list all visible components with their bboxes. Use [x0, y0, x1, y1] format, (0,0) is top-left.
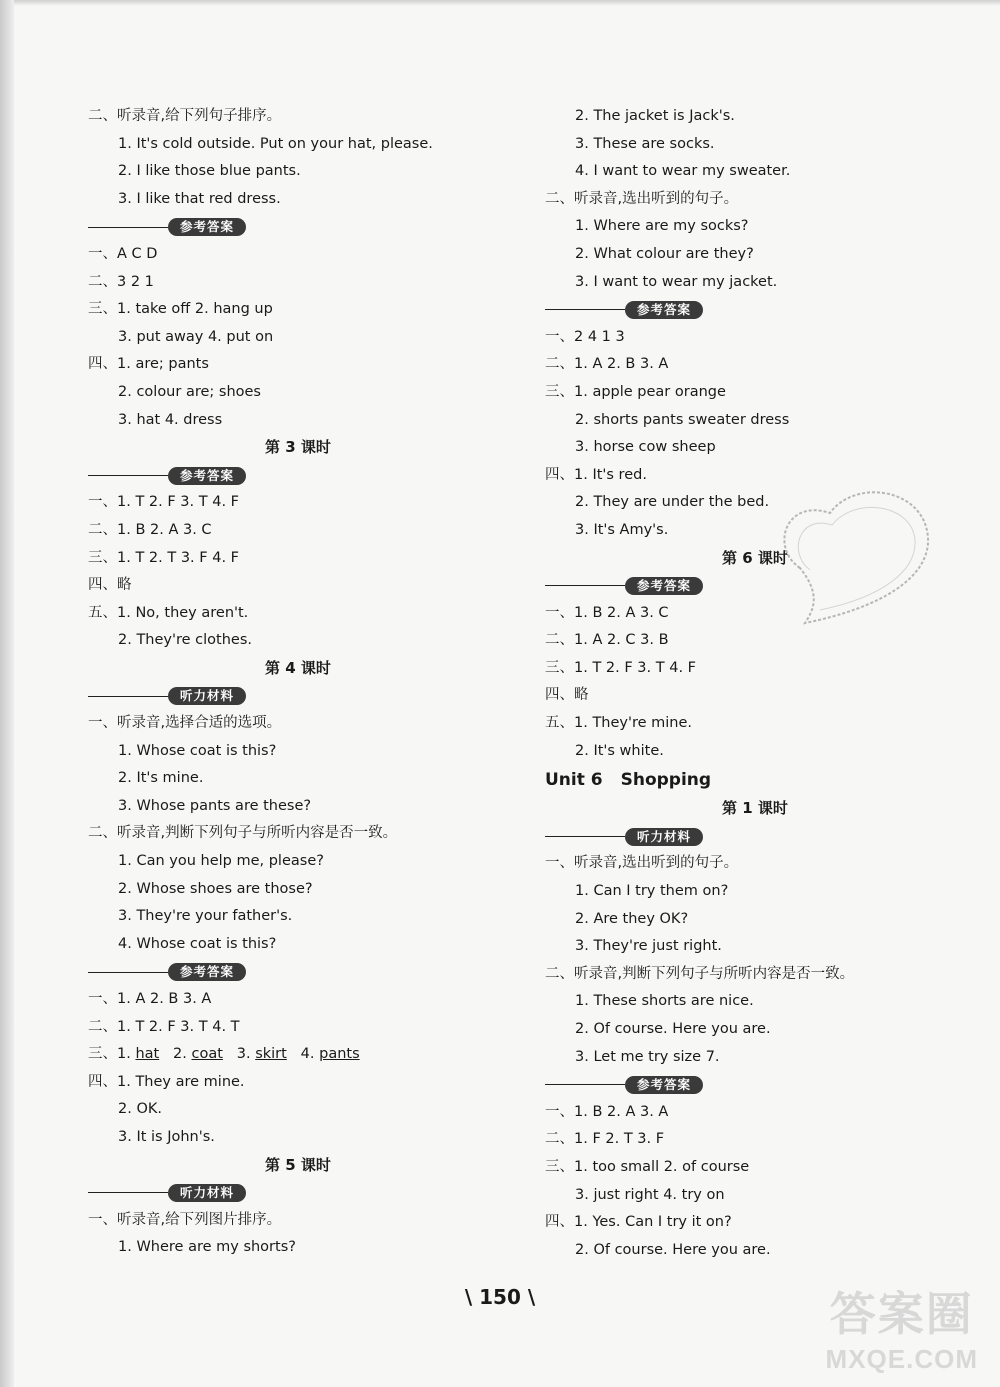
answer-badge: 参考答案: [625, 1076, 703, 1094]
answer-line: 2. They're clothes.: [118, 632, 252, 649]
answer-number: 4.: [300, 1046, 315, 1063]
answer-line: 三、1. T 2. T 3. F 4. F: [88, 549, 239, 566]
answer-line: 一、2 4 1 3: [545, 328, 625, 345]
divider-line: [545, 585, 625, 586]
sentence: 2. It's mine.: [118, 770, 204, 787]
scan-top-edge: [0, 0, 1000, 6]
sentence: 3. These are socks.: [575, 135, 715, 152]
sentence: 3. I want to wear my jacket.: [575, 273, 778, 290]
right-column: [545, 103, 965, 1264]
underlined-word: hat: [135, 1046, 160, 1063]
answer-line: 一、1. B 2. A 3. A: [545, 1103, 669, 1120]
answer-badge: 参考答案: [168, 467, 246, 485]
answer-line: 2. It's white.: [575, 742, 664, 759]
answer-divider: [545, 1071, 965, 1099]
underlined-word: coat: [191, 1046, 223, 1063]
answer-line: 2. They are under the bed.: [575, 494, 770, 511]
answer-line: 二、1. B 2. A 3. C: [88, 521, 212, 538]
answer-line: 四、1. are; pants: [88, 356, 209, 373]
answer-line: 3. It's Amy's.: [575, 521, 669, 538]
sentence: 3. I like that red dress.: [118, 190, 281, 207]
sentence: 1. Where are my shorts?: [118, 1239, 296, 1256]
answer-line: 一、1. B 2. A 3. C: [545, 604, 669, 621]
section-title: 二、听录音,选出听到的句子。: [545, 190, 739, 207]
sentence: 4. I want to wear my sweater.: [575, 163, 791, 180]
left-column: [88, 103, 508, 1262]
answer-line: 二、1. A 2. B 3. A: [545, 356, 669, 373]
lesson-heading: 第 3 课时: [265, 438, 331, 457]
answer-line: 四、略: [88, 577, 132, 594]
divider-line: [88, 1192, 168, 1193]
answer-line: 一、1. A 2. B 3. A: [88, 991, 212, 1007]
section-title: 二、听录音,判断下列句子与所听内容是否一致。: [545, 965, 855, 982]
sentence: 1. Where are my socks?: [575, 218, 749, 235]
answer-line: 2. OK.: [118, 1101, 162, 1118]
answer-divider: [88, 958, 508, 986]
answer-line: 三、1. T 2. F 3. T 4. F: [545, 659, 696, 676]
unit-title: [545, 765, 965, 795]
section-title: 一、听录音,选出听到的句子。: [545, 855, 739, 872]
sentence: 2. Of course. Here you are.: [575, 1021, 771, 1037]
answer-line: 一、A C D: [88, 245, 158, 262]
lesson-heading: 第 5 课时: [265, 1155, 331, 1174]
answer-badge: 参考答案: [168, 963, 246, 981]
sentence: 1. These shorts are nice.: [575, 993, 754, 1010]
section-title: 二、听录音,给下列句子排序。: [88, 108, 282, 124]
listening-divider: [88, 682, 508, 710]
section-title: 二、听录音,判断下列句子与所听内容是否一致。: [88, 825, 398, 842]
answer-prefix: 三、1.: [88, 1046, 131, 1063]
sentence: 1. Can I try them on?: [575, 883, 729, 900]
answer-line: 3. hat 4. dress: [118, 411, 223, 428]
watermark: [826, 1278, 978, 1375]
answer-line: 2. colour are; shoes: [118, 383, 261, 400]
answer-line: 三、1. apple pear orange: [545, 383, 726, 400]
divider-line: [545, 836, 625, 837]
sentence: 1. Can you help me, please?: [118, 853, 324, 870]
watermark-site: MXQE.COM: [825, 1344, 978, 1374]
divider-line: [545, 309, 625, 310]
unit-label: Unit 6: [545, 770, 603, 791]
divider-line: [88, 972, 168, 973]
answer-line: 四、1. It's red.: [545, 466, 647, 483]
divider-line: [88, 475, 168, 476]
sentence: 3. Let me try size 7.: [575, 1048, 720, 1065]
sentence: 2. Whose shoes are those?: [118, 880, 313, 897]
listening-badge: 听力材料: [625, 828, 703, 846]
section-title: 一、听录音,给下列图片排序。: [88, 1211, 282, 1228]
answer-line: 二、3 2 1: [88, 273, 154, 290]
answer-line: 一、1. T 2. F 3. T 4. F: [88, 494, 239, 511]
answer-line: 四、略: [545, 687, 589, 704]
sentence: 3. Whose pants are these?: [118, 797, 312, 814]
answer-line: 3. just right 4. try on: [575, 1186, 725, 1203]
answer-badge: 参考答案: [625, 577, 703, 595]
listening-divider: [545, 823, 965, 851]
answer-divider: [88, 213, 508, 241]
underlined-word: skirt: [255, 1046, 287, 1063]
sentence: 2. The jacket is Jack's.: [575, 108, 735, 124]
answer-line: 二、1. T 2. F 3. T 4. T: [88, 1018, 240, 1035]
scan-left-edge: [0, 0, 14, 1387]
answer-line: 3. put away 4. put on: [118, 328, 274, 345]
listening-divider: [88, 1179, 508, 1207]
divider-line: [88, 227, 168, 228]
listening-badge: 听力材料: [168, 687, 246, 705]
answer-line: 四、1. They are mine.: [88, 1073, 245, 1090]
answer-number: 2.: [173, 1046, 187, 1063]
answer-line: 2. Of course. Here you are.: [575, 1241, 771, 1258]
page-number: \ 150 \: [464, 1285, 536, 1309]
answer-number: 3.: [236, 1046, 251, 1063]
answer-badge: 参考答案: [168, 218, 246, 236]
answer-line: [88, 1041, 508, 1069]
answer-line: 五、1. No, they aren't.: [88, 604, 249, 621]
heart-stamp-icon: [760, 478, 940, 638]
lesson-heading: 第 4 课时: [265, 658, 331, 677]
answer-line: 二、1. A 2. C 3. B: [545, 632, 669, 649]
sentence: 2. I like those blue pants.: [118, 163, 301, 180]
answer-line: 2. shorts pants sweater dress: [575, 411, 790, 428]
underlined-word: pants: [319, 1046, 360, 1063]
divider-line: [545, 1084, 625, 1085]
answer-line: 二、1. F 2. T 3. F: [545, 1131, 665, 1148]
divider-line: [88, 696, 168, 697]
answer-line: 3. horse cow sheep: [575, 439, 716, 456]
section-title: 一、听录音,选择合适的选项。: [88, 715, 282, 732]
sentence: 2. Are they OK?: [575, 910, 689, 927]
answer-divider: [545, 296, 965, 324]
answer-line: 三、1. too small 2. of course: [545, 1158, 750, 1175]
answer-line: 五、1. They're mine.: [545, 715, 693, 732]
sentence: 3. They're just right.: [575, 938, 722, 955]
unit-name: Shopping: [620, 770, 712, 791]
listening-badge: 听力材料: [168, 1184, 246, 1202]
answer-line: 三、1. take off 2. hang up: [88, 301, 273, 318]
sentence: 2. What colour are they?: [575, 245, 754, 262]
answer-line: 3. It is John's.: [118, 1128, 215, 1145]
answer-line: 四、1. Yes. Can I try it on?: [545, 1214, 732, 1231]
sentence: 1. It's cold outside. Put on your hat, please.: [118, 135, 433, 152]
sentence: 1. Whose coat is this?: [118, 742, 277, 759]
sentence: 4. Whose coat is this?: [118, 935, 277, 952]
lesson-heading: 第 6 课时: [722, 548, 788, 567]
watermark-logo: 答案圈: [829, 1288, 974, 1340]
sentence: 3. They're your father's.: [118, 908, 293, 925]
lesson-heading: 第 1 课时: [722, 799, 788, 818]
answer-divider: [88, 462, 508, 490]
answer-badge: 参考答案: [625, 301, 703, 319]
